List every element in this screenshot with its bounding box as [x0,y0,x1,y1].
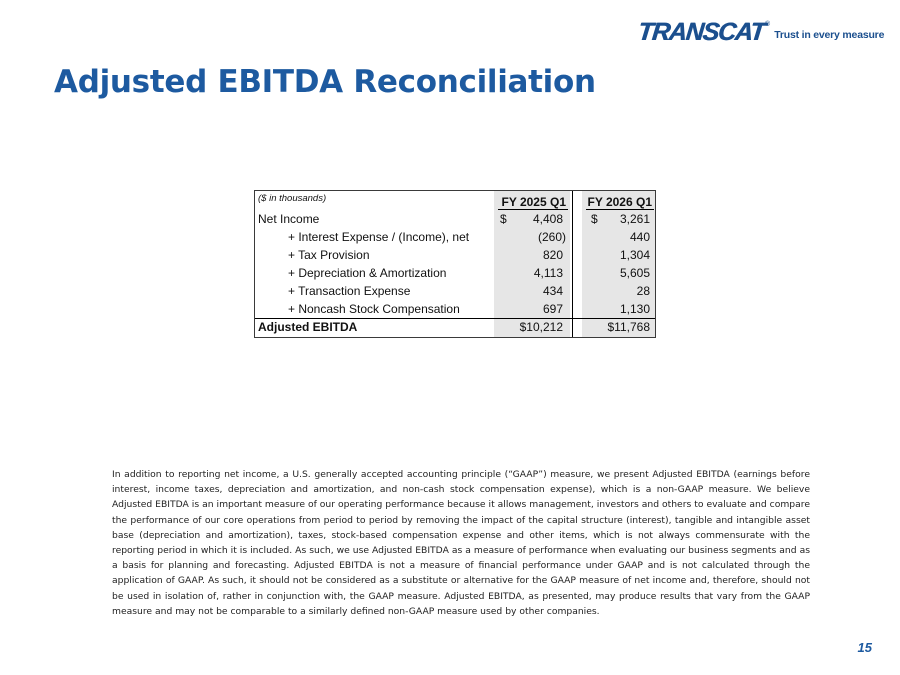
row-label: + Transaction Expense [288,284,411,298]
total-rule [255,318,655,319]
units-label: ($ in thousands) [258,193,327,204]
fy2025-total: $10,212 [519,320,563,334]
fy2026-value: 5,605 [619,266,650,280]
column-header-fy2026: FY 2026 Q1 [587,195,652,209]
fy2026-value: 3,261 [619,212,650,226]
fy2025-value: 820 [542,248,563,262]
row-label: Net Income [258,212,320,226]
row-label: + Interest Expense / (Income), net [288,230,470,244]
total-label: Adjusted EBITDA [258,320,358,334]
logo-tagline: Trust in every measure [774,29,885,41]
fy2026-value: 1,130 [619,302,650,316]
transcat-logo [638,18,884,46]
currency-symbol: $ [500,212,507,226]
fy2026-value: 28 [636,284,650,298]
fy2026-value: 440 [629,230,650,244]
fy2025-value: (260) [537,230,566,244]
header-underline-fy2025 [498,209,568,210]
column-header-fy2025: FY 2025 Q1 [501,195,566,209]
non-gaap-disclosure-paragraph: In addition to reporting net income, a U.S. generally accepted accounting principle (“GAAP”) measure, we present Adjusted EBITDA (earnings before interest, income taxes, depreciation and amortization, and non-cash stock compensation expense), which is a non-GAAP measure. We believe Adjusted EBITDA is an important measure of our operating performance because it allows management, investors and others to evaluate and compare the performance of our core operations from period to period by removing the impact of the capital structure (interest), tangible and intangible asset base (depreciation and amortization), taxes, stock-based compensation expense and other items, which is not always commensurate with the reporting period in which it is included. As such, we use Adjusted EBITDA as a measure of performance when evaluating our business segments and as a basis for planning and forecasting. Adjusted EBITDA is not a measure of financial performance under GAAP and is not calculated through the application of GAAP. As such, it should not be considered as a substitute or alternative for the GAAP measure of net income and, therefore, should not be used in isolation of, rather in conjunction with, the GAAP measure. Adjusted EBITDA, as presented, may produce results that vary from the GAAP measure and may not be comparable to a similarly defined non-GAAP measure used by other companies. [112,469,810,617]
row-label: + Depreciation & Amortization [288,266,447,280]
fy2026-total: $11,768 [607,320,650,334]
fy2025-value: 697 [542,302,563,316]
column-divider [572,191,573,337]
page-number: 15 [857,640,872,655]
row-label: + Tax Provision [288,248,370,262]
fy2025-value: 4,408 [532,212,563,226]
fy2025-value: 4,113 [533,266,563,280]
header-underline-fy2026 [586,209,654,210]
fy2026-value: 1,304 [619,248,650,262]
logo-wordmark: TRANSCAT [636,18,766,46]
fy2025-value: 434 [542,284,563,298]
page-title: Adjusted EBITDA Reconciliation [54,64,596,100]
reconciliation-table [254,190,656,338]
currency-symbol: $ [591,212,598,226]
logo-registered-mark: ® [765,21,771,28]
row-label: + Noncash Stock Compensation [288,302,460,316]
